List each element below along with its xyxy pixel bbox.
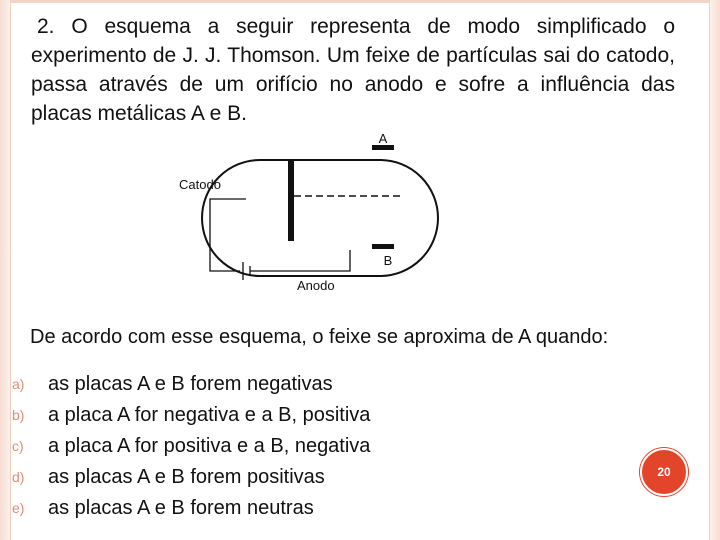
circuit-wire-right [250, 250, 350, 271]
question-text: 2. O esquema a seguir representa de modo simplificado o experimento de J. J. Thomson. Um feixe de partículas sai do catodo, passa através de um orifício no anodo e sofre a influência das placas metálicas A e B. [31, 15, 675, 125]
thomson-tube-diagram [170, 132, 450, 297]
option-text: a placa A for negativa e a B, positiva [48, 404, 371, 426]
frame-right-border [709, 0, 720, 540]
catodo-label: Catodo [179, 177, 221, 192]
option-letter: e) [12, 500, 25, 516]
option-letter: a) [12, 376, 25, 392]
cathode-plate [288, 159, 294, 241]
page-number-badge: 20 [640, 448, 688, 496]
option-letter: b) [12, 407, 25, 423]
plate-b-label: B [383, 253, 393, 268]
tube-outline [202, 160, 438, 276]
anodo-label: Anodo [297, 278, 335, 293]
circuit-wire-left [210, 199, 246, 271]
plate-b [372, 244, 394, 249]
option-letter: d) [12, 469, 25, 485]
question-prompt: De acordo com esse esquema, o feixe se aproxima de A quando: [30, 326, 609, 348]
option-text: a placa A for positiva e a B, negativa [48, 435, 371, 457]
option-text: as placas A e B forem positivas [48, 466, 325, 488]
frame-top [0, 0, 720, 3]
option-letter: c) [12, 438, 24, 454]
frame-left-border [0, 0, 11, 540]
option-text: as placas A e B forem negativas [48, 373, 333, 395]
plate-a-label: A [378, 132, 388, 146]
option-text: as placas A e B forem neutras [48, 497, 314, 519]
